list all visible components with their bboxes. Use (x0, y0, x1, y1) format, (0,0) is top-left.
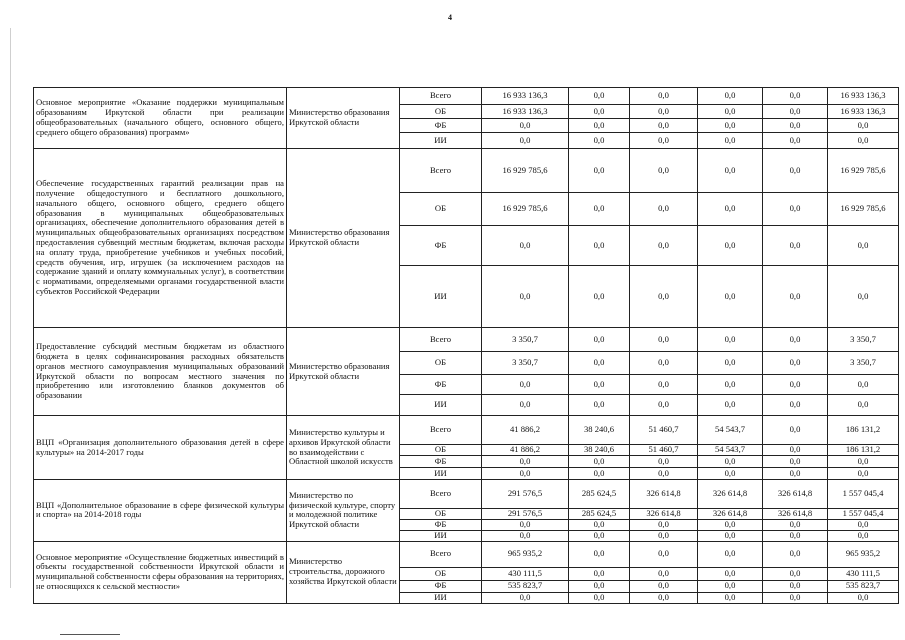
amount-cell: 16 933 136,3 (482, 88, 569, 105)
amount-cell: 54 543,7 (698, 445, 763, 456)
amount-cell: 0,0 (482, 592, 569, 603)
funding-source: ОБ (400, 445, 482, 456)
amount-cell: 0,0 (698, 133, 763, 149)
amount-cell: 0,0 (569, 193, 630, 226)
amount-cell: 0,0 (698, 119, 763, 133)
amount-cell: 326 614,8 (763, 509, 828, 520)
amount-cell: 326 614,8 (763, 480, 828, 509)
amount-cell: 41 886,2 (482, 416, 569, 445)
amount-cell: 326 614,8 (698, 509, 763, 520)
amount-cell: 0,0 (698, 468, 763, 480)
amount-cell: 0,0 (482, 133, 569, 149)
amount-cell: 0,0 (698, 592, 763, 603)
amount-total: 0,0 (828, 468, 899, 480)
amount-total: 0,0 (828, 375, 899, 395)
amount-cell: 0,0 (763, 226, 828, 266)
amount-cell: 285 624,5 (569, 509, 630, 520)
amount-cell: 0,0 (630, 328, 698, 352)
funding-source: ИИ (400, 468, 482, 480)
amount-cell: 0,0 (569, 105, 630, 119)
amount-cell: 0,0 (569, 530, 630, 541)
amount-cell: 0,0 (630, 133, 698, 149)
funding-source: Всего (400, 149, 482, 193)
amount-cell: 3 350,7 (482, 328, 569, 352)
table-row (34, 328, 899, 352)
amount-total: 3 350,7 (828, 352, 899, 375)
amount-total: 1 557 045,4 (828, 480, 899, 509)
amount-cell: 0,0 (763, 520, 828, 531)
responsible-executor: Министерство образования Иркутской области (287, 149, 400, 328)
table-row (34, 541, 899, 567)
amount-cell: 0,0 (630, 119, 698, 133)
amount-cell: 16 929 785,6 (482, 149, 569, 193)
amount-total: 0,0 (828, 395, 899, 416)
amount-cell: 0,0 (698, 328, 763, 352)
funding-source: ИИ (400, 530, 482, 541)
table-row (34, 149, 899, 193)
amount-cell: 0,0 (569, 352, 630, 375)
funding-source: ОБ (400, 105, 482, 119)
amount-cell: 0,0 (763, 266, 828, 328)
amount-cell: 0,0 (763, 88, 828, 105)
amount-total: 186 131,2 (828, 445, 899, 456)
amount-total: 0,0 (828, 520, 899, 531)
amount-cell: 0,0 (763, 416, 828, 445)
amount-cell: 0,0 (482, 395, 569, 416)
amount-cell: 0,0 (763, 352, 828, 375)
amount-cell: 0,0 (630, 352, 698, 375)
amount-cell: 0,0 (630, 266, 698, 328)
activity-description: ВЦП «Дополнительное образование в сфере физической культуры и спорта» на 2014-2018 годы (34, 480, 287, 542)
amount-cell: 291 576,5 (482, 509, 569, 520)
table-row (34, 416, 899, 445)
amount-cell: 0,0 (698, 226, 763, 266)
amount-cell: 0,0 (482, 530, 569, 541)
amount-cell: 51 460,7 (630, 416, 698, 445)
funding-source: ИИ (400, 592, 482, 603)
amount-cell: 0,0 (763, 105, 828, 119)
funding-source: ОБ (400, 193, 482, 226)
amount-cell: 0,0 (698, 395, 763, 416)
amount-total: 16 929 785,6 (828, 149, 899, 193)
amount-cell: 0,0 (630, 592, 698, 603)
amount-cell: 0,0 (482, 226, 569, 266)
amount-cell: 0,0 (482, 456, 569, 468)
amount-total: 0,0 (828, 266, 899, 328)
amount-total: 16 933 136,3 (828, 105, 899, 119)
amount-cell: 0,0 (698, 105, 763, 119)
amount-cell: 0,0 (698, 149, 763, 193)
activity-description: Основное мероприятие «Осуществление бюджетных инвестиций в объекты государственной собственности Иркутской области и муниципальной собственности сферы образования на территориях, не относящихся к сельской местности» (34, 541, 287, 603)
amount-cell: 0,0 (763, 119, 828, 133)
amount-cell: 51 460,7 (630, 445, 698, 456)
amount-cell: 0,0 (763, 193, 828, 226)
amount-cell: 0,0 (630, 375, 698, 395)
amount-cell: 0,0 (630, 88, 698, 105)
amount-cell: 0,0 (698, 567, 763, 580)
amount-cell: 0,0 (630, 468, 698, 480)
amount-cell: 0,0 (630, 456, 698, 468)
amount-cell: 0,0 (763, 456, 828, 468)
scan-edge-line (10, 28, 11, 588)
amount-cell: 0,0 (569, 149, 630, 193)
amount-cell: 0,0 (630, 580, 698, 592)
amount-total: 0,0 (828, 226, 899, 266)
funding-source: ФБ (400, 119, 482, 133)
page-number: 4 (448, 13, 452, 22)
amount-cell: 0,0 (763, 580, 828, 592)
funding-source: Всего (400, 88, 482, 105)
amount-cell: 0,0 (569, 133, 630, 149)
amount-cell: 0,0 (763, 149, 828, 193)
activity-description: Предоставление субсидий местным бюджетам из областного бюджета в целях софинансирования расходных обязательств органов местного самоуправления муниципальных образований Иркутской области по вопросам местного значения по приобретению или изготовлению бланков документов об образовании (34, 328, 287, 416)
amount-cell: 0,0 (569, 226, 630, 266)
activity-description: Обеспечение государственных гарантий реализации прав на получение общедоступного и бесплатного дошкольного, начального общего, основного общего, среднего общего образования в муниципальных общеобразовательных организациях, обеспечение дополнительного образования детей в муниципальных общеобразовательных организациях посредством предоставления субвенций местным бюджетам, включая расходы на оплату труда, приобретение учебников и учебных пособий, средств обучения, игр, игрушек (за исключением расходов на содержание зданий и оплату коммунальных услуг), в соответствии с нормативами, определяемыми органами государственной власти субъектов Российской Федерации (34, 149, 287, 328)
amount-cell: 326 614,8 (630, 509, 698, 520)
amount-cell: 0,0 (698, 352, 763, 375)
amount-cell: 535 823,7 (482, 580, 569, 592)
activity-description: ВЦП «Организация дополнительного образования детей в сфере культуры» на 2014-2017 годы (34, 416, 287, 480)
amount-cell: 0,0 (630, 105, 698, 119)
amount-cell: 0,0 (569, 468, 630, 480)
funding-source: ФБ (400, 456, 482, 468)
amount-cell: 0,0 (482, 520, 569, 531)
amount-cell: 0,0 (482, 266, 569, 328)
amount-cell: 0,0 (630, 530, 698, 541)
amount-cell: 0,0 (763, 133, 828, 149)
funding-source: ОБ (400, 509, 482, 520)
amount-total: 430 111,5 (828, 567, 899, 580)
amount-cell: 0,0 (763, 541, 828, 567)
amount-cell: 0,0 (698, 580, 763, 592)
funding-source: ФБ (400, 226, 482, 266)
amount-cell: 0,0 (763, 445, 828, 456)
amount-cell: 0,0 (763, 567, 828, 580)
amount-cell: 0,0 (630, 541, 698, 567)
amount-cell: 0,0 (569, 266, 630, 328)
amount-cell: 0,0 (630, 226, 698, 266)
responsible-executor: Министерство строительства, дорожного хозяйства Иркутской области (287, 541, 400, 603)
amount-cell: 0,0 (698, 541, 763, 567)
amount-cell: 0,0 (630, 567, 698, 580)
amount-total: 16 929 785,6 (828, 193, 899, 226)
amount-total: 965 935,2 (828, 541, 899, 567)
funding-source: Всего (400, 416, 482, 445)
funding-source: ФБ (400, 375, 482, 395)
amount-cell: 0,0 (698, 88, 763, 105)
activity-description: Основное мероприятие «Оказание поддержки муниципальным образованиям Иркутской области при реализации общеобразовательных (начального общего, основного общего, среднего общего образования) программ» (34, 88, 287, 149)
amount-cell: 0,0 (763, 395, 828, 416)
table-row (34, 480, 899, 509)
amount-cell: 0,0 (569, 580, 630, 592)
funding-source: ФБ (400, 520, 482, 531)
funding-source: ИИ (400, 133, 482, 149)
amount-total: 1 557 045,4 (828, 509, 899, 520)
budget-table-body (34, 88, 899, 604)
funding-source: Всего (400, 541, 482, 567)
funding-source: Всего (400, 480, 482, 509)
amount-cell: 54 543,7 (698, 416, 763, 445)
amount-cell: 326 614,8 (630, 480, 698, 509)
amount-cell: 0,0 (569, 375, 630, 395)
amount-cell: 0,0 (482, 375, 569, 395)
amount-cell: 16 933 136,3 (482, 105, 569, 119)
amount-total: 0,0 (828, 133, 899, 149)
amount-cell: 41 886,2 (482, 445, 569, 456)
funding-source: ОБ (400, 352, 482, 375)
budget-table (33, 87, 899, 604)
amount-cell: 0,0 (763, 592, 828, 603)
amount-cell: 0,0 (763, 375, 828, 395)
amount-cell: 3 350,7 (482, 352, 569, 375)
funding-source: ОБ (400, 567, 482, 580)
amount-cell: 38 240,6 (569, 416, 630, 445)
responsible-executor: Министерство по физической культуре, спорту и молодежной политике Иркутской области (287, 480, 400, 542)
amount-cell: 0,0 (763, 530, 828, 541)
amount-total: 16 933 136,3 (828, 88, 899, 105)
table-row (34, 88, 899, 105)
amount-cell: 0,0 (630, 520, 698, 531)
amount-cell: 285 624,5 (569, 480, 630, 509)
amount-total: 0,0 (828, 119, 899, 133)
amount-cell: 0,0 (698, 530, 763, 541)
amount-cell: 16 929 785,6 (482, 193, 569, 226)
amount-cell: 0,0 (698, 266, 763, 328)
amount-cell: 0,0 (630, 193, 698, 226)
responsible-executor: Министерство культуры и архивов Иркутской области во взаимодействии с Областной школой искусств (287, 416, 400, 480)
amount-cell: 0,0 (698, 193, 763, 226)
amount-cell: 38 240,6 (569, 445, 630, 456)
amount-cell: 0,0 (482, 119, 569, 133)
amount-cell: 0,0 (698, 456, 763, 468)
amount-cell: 0,0 (569, 567, 630, 580)
amount-cell: 0,0 (698, 520, 763, 531)
amount-cell: 326 614,8 (698, 480, 763, 509)
amount-total: 0,0 (828, 530, 899, 541)
amount-total: 0,0 (828, 592, 899, 603)
amount-cell: 0,0 (630, 149, 698, 193)
amount-cell: 0,0 (763, 468, 828, 480)
funding-source: ФБ (400, 580, 482, 592)
amount-cell: 0,0 (763, 328, 828, 352)
amount-total: 3 350,7 (828, 328, 899, 352)
amount-cell: 291 576,5 (482, 480, 569, 509)
amount-cell: 0,0 (569, 592, 630, 603)
funding-source: ИИ (400, 266, 482, 328)
responsible-executor: Министерство образования Иркутской области (287, 328, 400, 416)
amount-cell: 0,0 (569, 88, 630, 105)
amount-cell: 0,0 (569, 541, 630, 567)
amount-total: 535 823,7 (828, 580, 899, 592)
amount-cell: 0,0 (569, 456, 630, 468)
funding-source: ИИ (400, 395, 482, 416)
amount-total: 0,0 (828, 456, 899, 468)
amount-cell: 0,0 (482, 468, 569, 480)
amount-cell: 0,0 (569, 328, 630, 352)
amount-cell: 0,0 (569, 119, 630, 133)
amount-cell: 0,0 (630, 395, 698, 416)
amount-cell: 0,0 (698, 375, 763, 395)
amount-total: 186 131,2 (828, 416, 899, 445)
amount-cell: 965 935,2 (482, 541, 569, 567)
amount-cell: 0,0 (569, 520, 630, 531)
funding-source: Всего (400, 328, 482, 352)
responsible-executor: Министерство образования Иркутской области (287, 88, 400, 149)
scan-bottom-mark (60, 634, 120, 635)
amount-cell: 430 111,5 (482, 567, 569, 580)
amount-cell: 0,0 (569, 395, 630, 416)
